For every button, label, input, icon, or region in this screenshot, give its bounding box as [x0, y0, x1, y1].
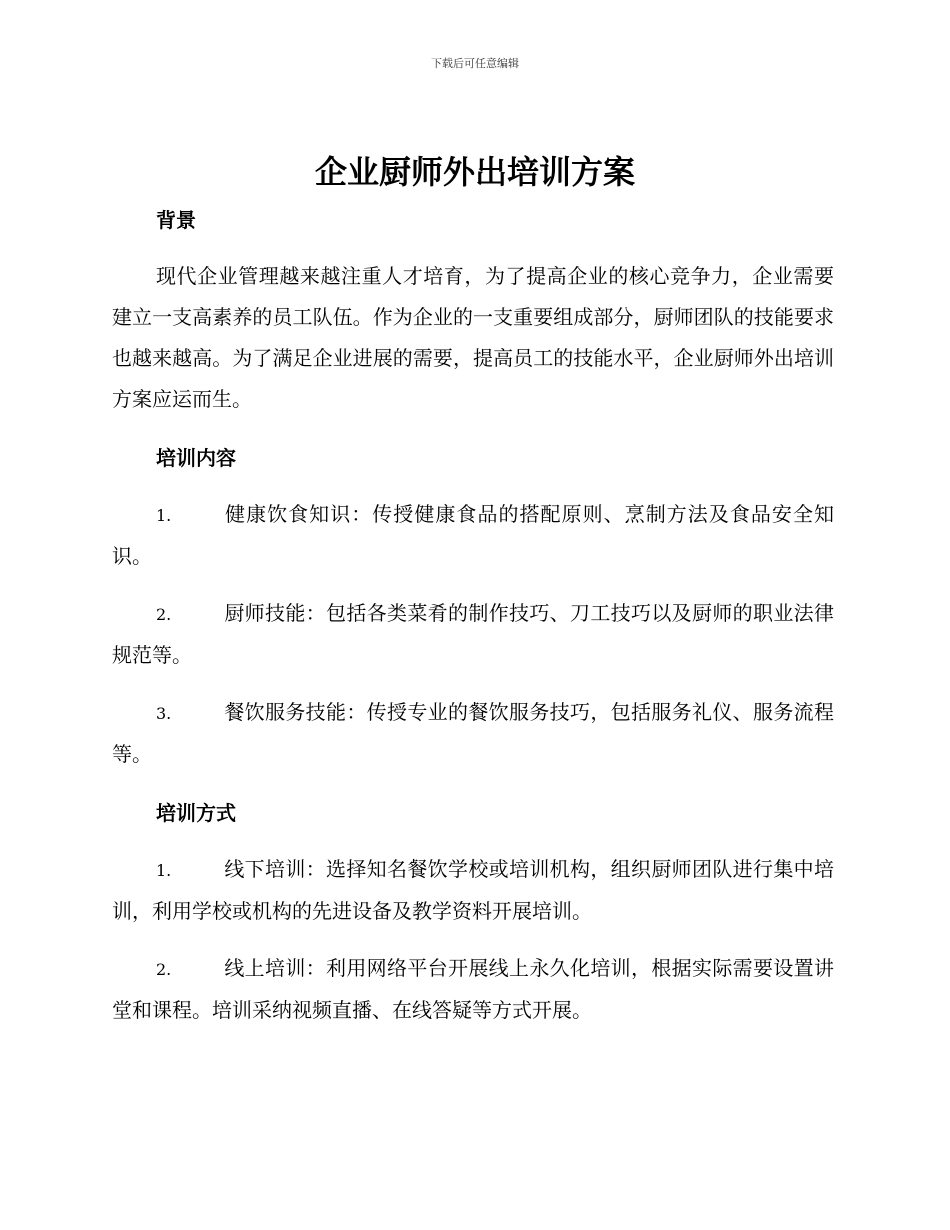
list-item-number: 2.	[156, 605, 172, 624]
list-item-number: 2.	[156, 960, 172, 979]
section-heading-background: 背景	[156, 208, 196, 232]
background-paragraph: 现代企业管理越来越注重人才培育，为了提高企业的核心竞争力，企业需要建立一支高素养的员工队伍。作为企业的一支重要组成部分，厨师团队的技能要求也越来越高。为了满足企业进展的需要，提高员工的技能水平，企业厨师外出培训方案应运而生。	[112, 264, 834, 411]
list-item-number: 1.	[156, 506, 172, 525]
list-item-text: 厨师技能：包括各类菜肴的制作技巧、刀工技巧以及厨师的职业法律规范等。	[112, 601, 834, 667]
list-item	[112, 692, 834, 775]
list-item-number: 1.	[156, 861, 172, 880]
list-item-text: 线上培训：利用网络平台开展线上永久化培训，根据实际需要设置讲堂和课程。培训采纳视频直播、在线答疑等方式开展。	[112, 956, 834, 1022]
list-item-text: 餐饮服务技能：传授专业的餐饮服务技巧，包括服务礼仪、服务流程等。	[112, 700, 834, 766]
list-item	[112, 593, 834, 676]
list-item-text: 健康饮食知识：传授健康食品的搭配原则、烹制方法及食品安全知识。	[112, 502, 834, 568]
list-item	[112, 494, 834, 577]
document-title: 企业厨师外出培训方案	[314, 153, 635, 191]
document-body	[112, 200, 834, 1031]
list-item	[112, 849, 834, 932]
header-note: 下载后可任意编辑	[431, 57, 519, 70]
section-heading-training-method: 培训方式	[156, 801, 236, 825]
section-heading-training-content: 培训内容	[156, 446, 236, 470]
list-item	[112, 948, 834, 1031]
list-item-text: 线下培训：选择知名餐饮学校或培训机构，组织厨师团队进行集中培训，利用学校或机构的先进设备及教学资料开展培训。	[112, 857, 834, 923]
list-item-number: 3.	[156, 704, 172, 723]
